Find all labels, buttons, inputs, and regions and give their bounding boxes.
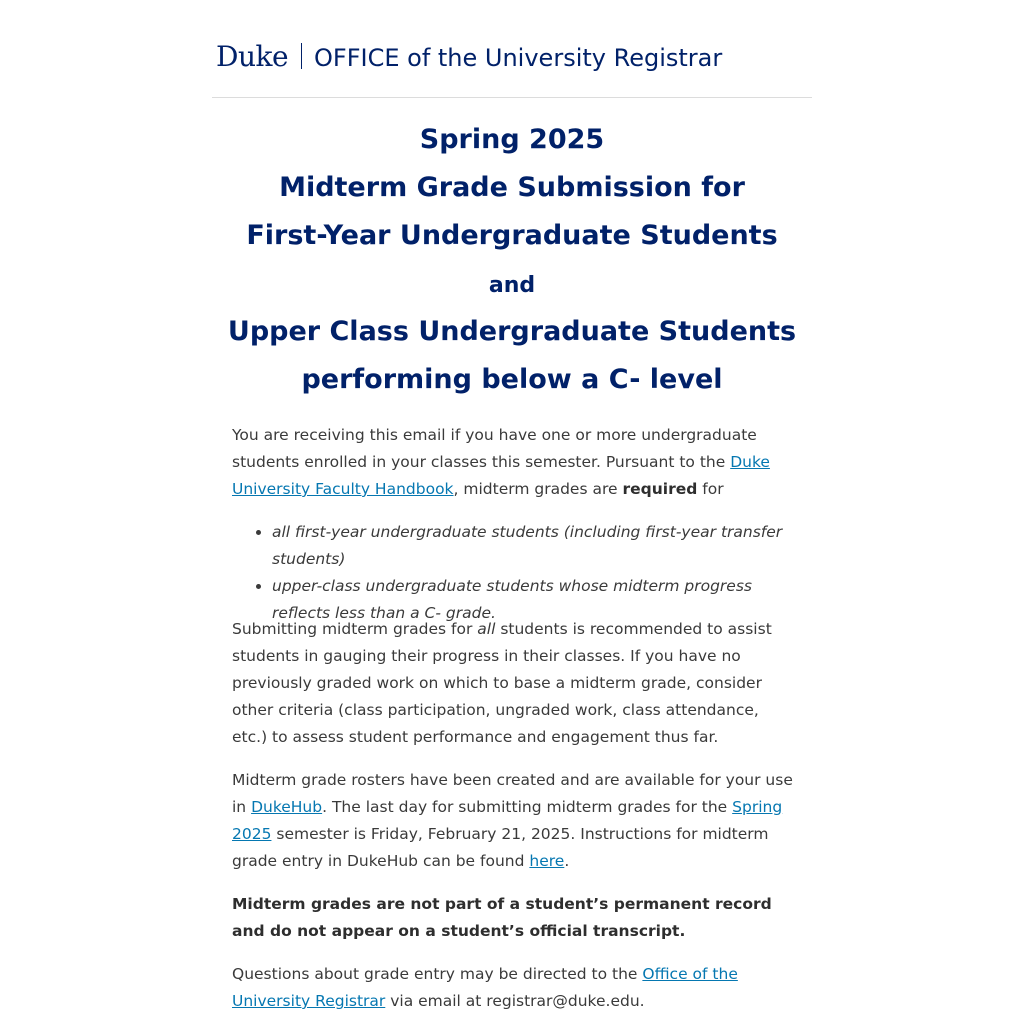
questions-paragraph (232, 961, 797, 1015)
intro-paragraph (232, 422, 797, 503)
office-title: OFFICE of the University Registrar (314, 44, 723, 72)
para2-text-2: students is recommended to assist students in gauging their progress in their classes. If you have no previously graded work on which to base a midterm grade, consider other criteria (class participation, ungraded work, class attendance, etc.) to assess student performance and engagement thus far. (232, 620, 772, 746)
requirements-list (232, 519, 797, 627)
para5-text-2: via email at registrar@duke.edu. (385, 992, 645, 1010)
intro-text-2: , midterm grades are (453, 480, 623, 498)
title-and: and (488, 273, 536, 298)
duke-logo[interactable]: Duke (216, 40, 289, 73)
dukehub-link[interactable]: DukeHub (251, 798, 323, 816)
faculty-handbook-link[interactable]: Duke University Faculty Handbook (232, 453, 770, 498)
para3-text: Midterm grade rosters have been created and are available for your use in (232, 771, 793, 816)
intro-text-3: for (697, 480, 724, 498)
rosters-paragraph (232, 767, 797, 875)
para3-text-2: . The last day for submitting midterm grades for the (322, 798, 733, 816)
recommendation-paragraph (232, 616, 797, 751)
para3-text-3: semester is Friday, February 21, 2025. Instructions for midterm grade entry in DukeHub can be found (232, 825, 769, 870)
para5-text: Questions about grade entry may be directed to the (232, 965, 643, 983)
instructions-here-link[interactable]: here (529, 852, 565, 870)
logo-divider (301, 43, 302, 69)
all-text: all (477, 620, 496, 638)
required-text: required (622, 480, 698, 498)
title-first-year: First-Year Undergraduate Students (246, 220, 778, 251)
registrar-header (212, 40, 812, 98)
title-below-c: performing below a C- level (301, 364, 723, 395)
spring-2025-link[interactable]: Spring 2025 (232, 798, 783, 843)
bullet-upper-class: • upper-class undergraduate students whose midterm progress reflects less than a C- grade. (272, 573, 797, 627)
para2-text: Submitting midterm grades for (232, 620, 478, 638)
permanent-record-notice (232, 891, 797, 945)
intro-text: You are receiving this email if you have one or more undergraduate students enrolled in your classes this semester. Pursuant to the (232, 426, 757, 471)
permanent-record-text: Midterm grades are not part of a student’s permanent record and do not appear on a student’s official transcript. (232, 895, 772, 940)
title-upper-class: Upper Class Undergraduate Students (227, 316, 797, 347)
para3-text-4: . (564, 852, 570, 870)
bullet-first-year: • all first-year undergraduate students (including first-year transfer students) (272, 519, 797, 573)
registrar-office-link[interactable]: Office of the University Registrar (232, 965, 738, 1010)
title-submission: Midterm Grade Submission for (279, 172, 745, 203)
title-semester: Spring 2025 (419, 124, 605, 155)
